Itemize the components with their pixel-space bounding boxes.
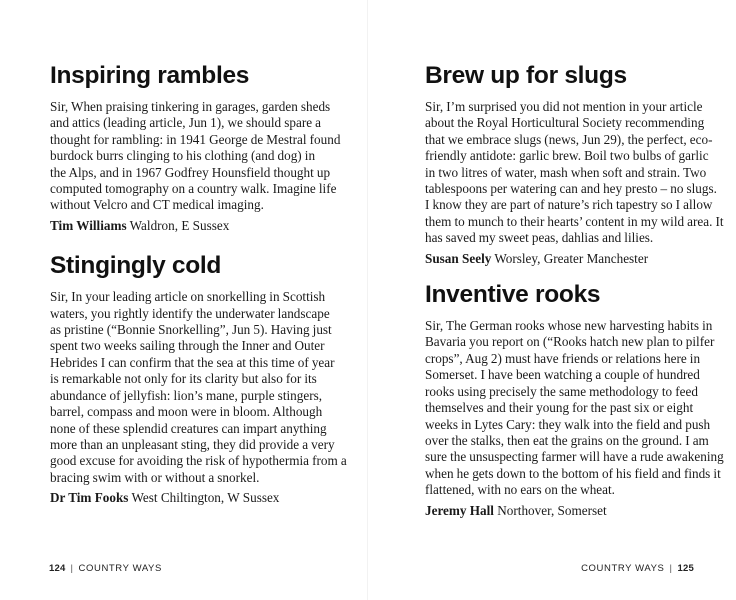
body-line: good excuse for avoiding the risk of hypothermia from a bbox=[50, 453, 347, 469]
signature-name: Jeremy Hall bbox=[425, 502, 494, 518]
letter-headline: Inventive rooks bbox=[425, 281, 601, 309]
body-line: sure the unsuspecting farmer will have a rude awakening bbox=[425, 449, 724, 465]
running-section-title: COUNTRY WAYS bbox=[581, 563, 665, 574]
body-line: Bavaria you report on (“Rooks hatch new plan to pilfer bbox=[425, 334, 715, 350]
letter-body bbox=[425, 99, 725, 247]
body-line: abundance of jellyfish: lion’s mane, purple stingers, bbox=[50, 387, 323, 403]
letter-signature bbox=[50, 490, 350, 506]
letter-body bbox=[425, 318, 725, 498]
page-number: 125 bbox=[677, 563, 694, 574]
body-line: more than an unpleasant sting, they did provide a very bbox=[50, 436, 335, 452]
body-line: Somerset. I have been watching a couple of hundred bbox=[425, 367, 700, 383]
letter-headline: Stingingly cold bbox=[50, 252, 222, 280]
signature-name: Susan Seely bbox=[425, 250, 492, 266]
body-line: burdock burrs clinging to his clothing (and dog) in bbox=[50, 148, 316, 164]
signature-name: Dr Tim Fooks bbox=[50, 490, 129, 506]
letter-headline: Brew up for slugs bbox=[425, 62, 627, 89]
signature-name: Tim Williams bbox=[50, 217, 127, 233]
body-line: Sir, I’m surprised you did not mention in your article bbox=[425, 99, 703, 114]
letter-body bbox=[50, 99, 350, 214]
body-line: themselves and their young for the past six or eight bbox=[425, 400, 694, 416]
signature-place: Worsley, Greater Manchester bbox=[494, 250, 649, 266]
letter-headline: Inspiring rambles bbox=[50, 62, 250, 89]
body-line: friendly antidote: garlic brew. Boil two bulbs of garlic bbox=[425, 148, 709, 164]
letter-inspiring-rambles bbox=[50, 62, 350, 234]
folio-separator: | bbox=[70, 563, 74, 574]
body-line: is remarkable not only for its clarity but also for its bbox=[50, 371, 317, 387]
body-line: flattened, with no ears on the wheat. bbox=[425, 482, 615, 498]
body-line: when he gets down to the bottom of his field and finds it bbox=[425, 465, 721, 481]
body-line: Sir, In your leading article on snorkelling in Scottish bbox=[50, 289, 326, 305]
letter-stingingly-cold bbox=[50, 252, 350, 506]
letter-signature bbox=[50, 218, 350, 234]
body-line: weeks in Lytes Cary: they walk into the field and push bbox=[425, 416, 711, 432]
body-line: Sir, The German rooks whose new harvesting habits in bbox=[425, 318, 713, 334]
signature-place: West Chiltington, W Sussex bbox=[131, 490, 280, 506]
body-line: rooks using precisely the same methodology to feed bbox=[425, 383, 698, 399]
folio-separator: | bbox=[669, 563, 673, 574]
body-line: bracing swim with or without a snorkel. bbox=[50, 469, 260, 485]
body-line: barrel, compass and moon were in bloom. Although bbox=[50, 404, 323, 420]
body-line: has saved my sweet peas, dahlias and lilies. bbox=[425, 230, 654, 246]
body-line: about the Royal Horticultural Society recommending bbox=[425, 115, 705, 131]
body-line: them to munch to their hearts’ content in my wild area. It bbox=[425, 213, 724, 229]
signature-place: Waldron, E Sussex bbox=[129, 217, 230, 233]
body-line: thought for rambling: in 1941 George de Mestral found bbox=[50, 131, 341, 147]
right-page-folio bbox=[581, 563, 694, 574]
body-line: the Alps, and in 1967 Godfrey Hounsfield thought up bbox=[50, 164, 331, 180]
body-line: and attics (leading article, Jun 1), we should spare a bbox=[50, 115, 322, 131]
body-line: tablespoons per watering can and hey presto – no slugs. bbox=[425, 181, 717, 197]
letter-brew-up-for-slugs bbox=[425, 62, 725, 267]
right-page-column bbox=[425, 62, 725, 519]
page-number: 124 bbox=[49, 563, 66, 574]
body-line: in two litres of water, mash when soft and strain. Two bbox=[425, 164, 707, 180]
left-page-folio bbox=[49, 563, 162, 574]
body-line: computed tomography on a country walk. Imagine life bbox=[50, 181, 337, 197]
body-line: crops”, Aug 2) must have friends or relations here in bbox=[425, 350, 701, 366]
body-line: waters, you rightly identify the underwater landscape bbox=[50, 305, 330, 321]
body-line: spent two weeks sailing through the Inner and Outer bbox=[50, 338, 325, 354]
left-page-column bbox=[50, 62, 350, 507]
letter-signature bbox=[425, 251, 725, 267]
page-gutter bbox=[367, 0, 368, 600]
letter-body bbox=[50, 289, 350, 486]
body-line: I know they are part of nature’s rich tapestry so I allow bbox=[425, 197, 713, 213]
body-line: over the stalks, then eat the grains on the ground. I am bbox=[425, 432, 709, 448]
signature-place: Northover, Somerset bbox=[497, 502, 607, 518]
body-line: that we embrace slugs (news, Jun 29), the perfect, eco- bbox=[425, 131, 713, 147]
body-line: without Velcro and CT medical imaging. bbox=[50, 197, 264, 213]
running-section-title: COUNTRY WAYS bbox=[78, 563, 162, 574]
body-line: Hebrides I can confirm that the sea at this time of year bbox=[50, 354, 335, 370]
body-line: as pristine (“Bonnie Snorkelling”, Jun 5). Having just bbox=[50, 322, 332, 338]
body-line: Sir, When praising tinkering in garages, garden sheds bbox=[50, 99, 331, 114]
letter-signature bbox=[425, 503, 725, 519]
letter-inventive-rooks bbox=[425, 281, 725, 519]
body-line: none of these splendid creatures can impart anything bbox=[50, 420, 327, 436]
